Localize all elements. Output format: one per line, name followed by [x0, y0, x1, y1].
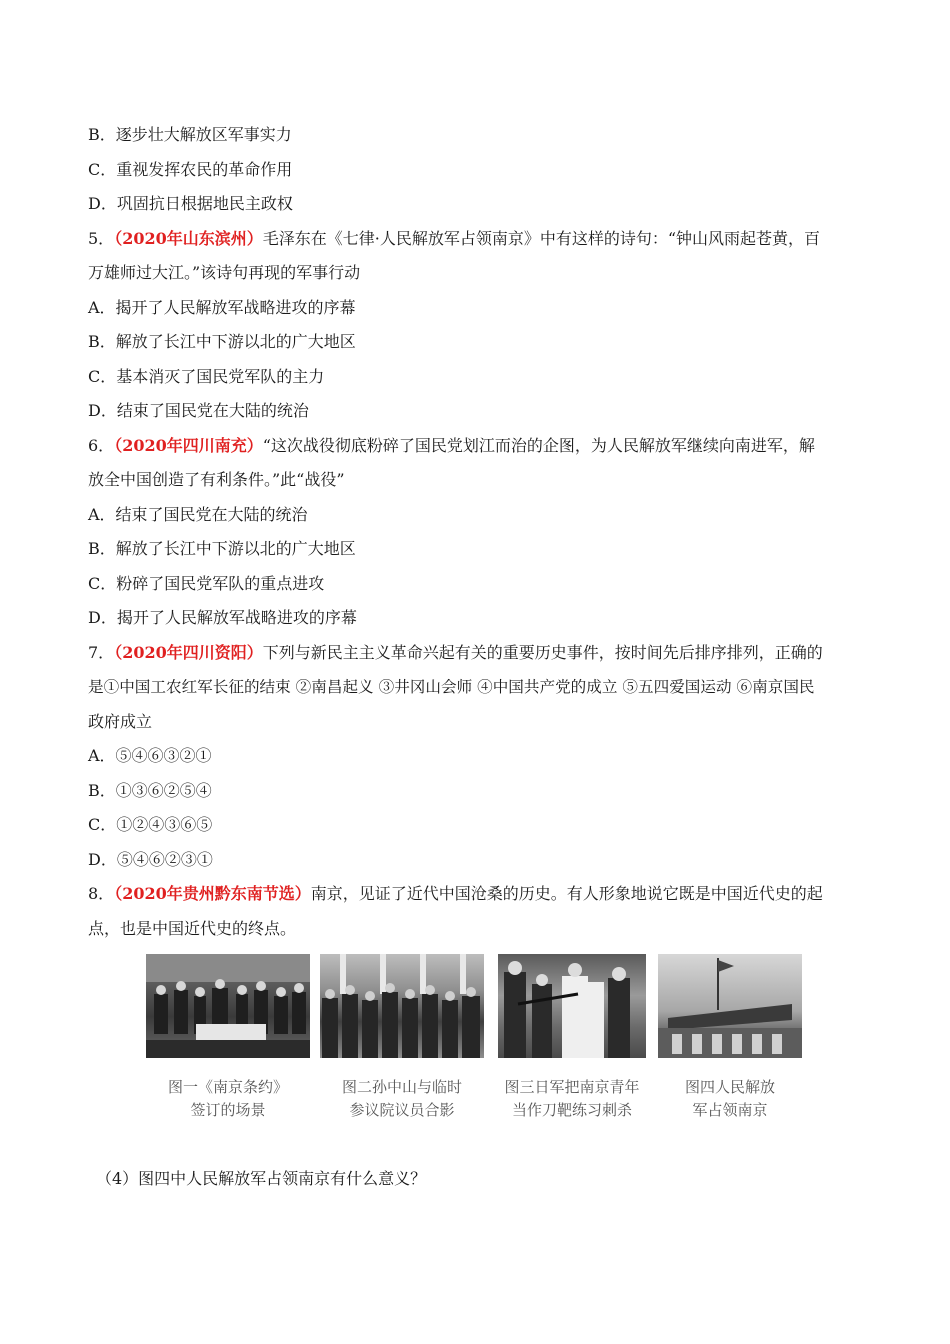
option-line: D．⑤④⑥②③①: [88, 849, 213, 869]
figure-4: [658, 954, 802, 1122]
option-line: A．揭开了人民解放军战略进攻的序幕: [88, 297, 356, 317]
option-line: B．解放了长江中下游以北的广大地区: [88, 539, 356, 558]
option-line: C．基本消灭了国民党军队的主力: [88, 366, 325, 386]
option-line: D．巩固抗日根据地民主政权: [88, 194, 293, 213]
figure-3-caption: 图三日军把南京青年 当作刀靶练习刺杀: [504, 1078, 640, 1119]
question-line: 是①中国工农红军长征的结束 ②南昌起义 ③井冈山会师 ④中国共产党的成立 ⑤五四爱国运动 ⑥南京国民: [88, 678, 815, 696]
question-line: 政府成立: [88, 711, 153, 731]
option-line: B．解放了长江中下游以北的广大地区: [88, 332, 356, 351]
figure-4-caption: 图四人民解放 军占领南京: [684, 1078, 775, 1119]
figure-1: [146, 954, 310, 1122]
question-5-stem: 5．（2020年山东滨州）毛泽东在《七律·人民解放军占领南京》中有这样的诗句：“钟山风雨起苍黄，百: [88, 228, 821, 248]
option-line: D．揭开了人民解放军战略进攻的序幕: [88, 608, 357, 627]
question-content: [88, 118, 868, 1136]
figure-1-caption: 图一《南京条约》 签订的场景: [167, 1078, 288, 1119]
question-6-stem: 6．（2020年四川南充）“这次战役彻底粉碎了国民党划江而治的企图，为人民解放军继续向南进军，解: [88, 435, 815, 455]
option-line: C．粉碎了国民党军队的重点进攻: [88, 573, 325, 593]
option-line: C．重视发挥农民的革命作用: [88, 159, 293, 179]
group-photo-image: [320, 954, 484, 1058]
option-line: D．结束了国民党在大陆的统治: [88, 401, 309, 420]
question-line: 万雄师过大江。”该诗句再现的军事行动: [88, 263, 361, 282]
figure-2: [320, 954, 484, 1122]
figure-2-caption: 图二孙中山与临时 参议院议员合影: [341, 1078, 462, 1119]
massacre-image: [498, 954, 646, 1058]
subquestion-4: （4）图四中人民解放军占领南京有什么意义？: [96, 1169, 427, 1188]
treaty-signing-image: [146, 954, 310, 1058]
occupation-image: [658, 954, 802, 1058]
option-line: B．逐步壮大解放区军事实力: [88, 125, 292, 144]
question-line: 点，也是中国近代史的终点。: [88, 918, 297, 938]
question-8-stem: 8．（2020年贵州黔东南节选）南京，见证了近代中国沧桑的历史。有人形象地说它既是中国近代史的起: [88, 884, 823, 903]
option-line: C．①②④③⑥⑤: [88, 815, 213, 834]
massacre-photo: [498, 954, 646, 1058]
figure-3: [498, 954, 646, 1122]
question-line: 放全中国创造了有利条件。”此“战役”: [88, 470, 345, 489]
figure-row: [88, 954, 868, 1136]
question-7-stem: 7．（2020年四川资阳）下列与新民主主义革命兴起有关的重要历史事件，按时间先后排序排列，正确的: [88, 642, 823, 662]
option-line: B．①③⑥②⑤④: [88, 780, 212, 800]
option-line: A．结束了国民党在大陆的统治: [88, 504, 308, 524]
occupation-photo: [658, 954, 802, 1058]
treaty-signing-photo: [146, 954, 310, 1058]
group-photo: [320, 954, 484, 1058]
option-line: A．⑤④⑥③②①: [88, 746, 212, 765]
